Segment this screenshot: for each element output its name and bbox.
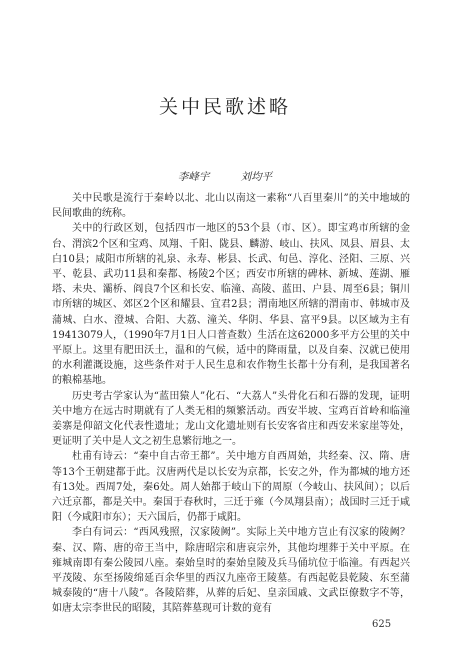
paragraph: 关中的行政区划，包括四市一地区的53个县（市、区）。即宝鸡市所辖的金台、渭滨2个区和宝鸡、凤翔、千阳、陇县、麟游、岐山、扶风、凤县、眉县、太白10县；咸阳市所辖的礼泉、永寿、彬县、长武、旬邑、淳化、泾阳、三原、兴平、乾县、武功11县和秦都、杨陵2个区；西安市所辖的碑林、新城、莲湖、雁塔、未央、灞桥、阎良7个区和长安、临潼、高陵、蓝田、户县、周至6县；铜川市所辖的城区、郊区2个区和耀县、宜君2县；渭南地区所辖的渭南市、韩城市及蒲城、白水、澄城、合阳、大荔、潼关、华阴、华县、富平9县。以区域为主有19413079人，（1990年7月1日人口普查数）生活在这62000多平方公里的关中平原上。这里有肥田沃土，温和的气候，适中的降雨量，以及自秦、汉就已使用的水利灌溉设施，这些条件对于人民生息和农作物生长都十分有利，是我国著名的粮棉基地。 <box>52 223 410 387</box>
page-number: 625 <box>372 619 392 630</box>
article-body <box>52 191 410 617</box>
article-title: 关中民歌述略 <box>158 96 291 118</box>
paragraph: 历史考古学家认为“蓝田猿人”化石、“大荔人”头骨化石和石器的发现，证明关中地方在远古时期就有了人类无相的频繁活动。西安半坡、宝鸡百首岭和临潼姜寨是仰韶文化代表性遗址；龙山文化遗址则有长安客省庄和西安米家崖等处，更证明了关中是人文之初生息繁衍地之一。 <box>52 390 410 448</box>
author-line <box>0 169 450 184</box>
paragraph: 关中民歌是流行于秦岭以北、北山以南这一素称“八百里秦川”的关中地域的民间歌曲的统称。 <box>52 193 410 220</box>
paragraph: 杜甫有诗云：“秦中自古帝王都”。关中地方自西周始，共经秦、汉、隋、唐等13个王朝建都于此。汉唐两代是以长安为京都，长安之外，作为都城的地方还有13处。西周7处，秦6处。周人始都于岐山下的周原（今岐山、扶风间）；以后六迁京都，都是关中。秦国于春秋时，三迁于雍（今凤翔县南）；战国时三迁于咸阳（今咸阳市东）；天六国后，仍都于咸阳。 <box>52 451 410 524</box>
author-name: 李峰宇 <box>177 171 210 183</box>
paragraph: 李白有词云：“西风残照，汉家陵阙”。实际上关中地方岂止有汉家的陵阙？秦、汉、隋、唐的帝王当中，除唐昭宗和唐哀宗外，其他均埋葬于关中平原。在雍城南即有秦公陵园八座。秦始皇时的秦始皇陵及兵马俑坑位于临潼。有西起兴平茂陵、东至扬陵绵延百余华里的西汉九座帝王陵墓。有西起乾县乾陵、东至蒲城泰陵的“唐十八陵”。各陵陪葬，从葬的后妃、皇亲国戚、文武臣僚数字不等，如唐太宗李世民的昭陵，其陪葬墓现可计数的竟有 <box>52 527 410 615</box>
author-name: 刘均平 <box>240 171 273 183</box>
